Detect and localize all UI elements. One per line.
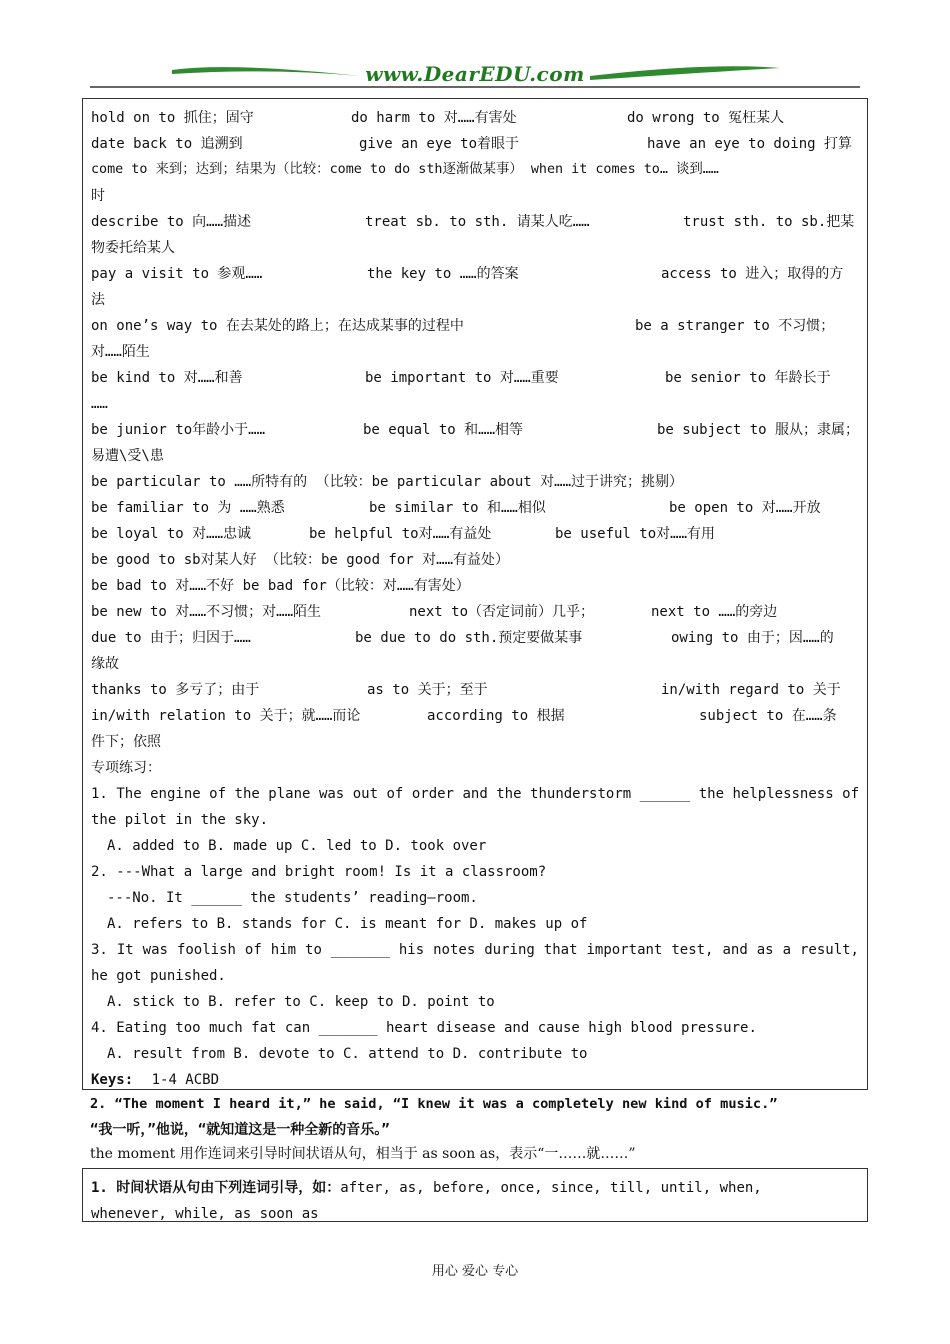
grammar-line-2: whenever, while, as soon as xyxy=(91,1206,319,1222)
phrase: describe to 向……描述 xyxy=(91,214,252,230)
phrase: give an eye to着眼于 xyxy=(359,136,520,152)
question-2-cont: ---No. It ______ the students’ reading—room. xyxy=(107,890,478,906)
vocab-row-cont: …… xyxy=(91,396,108,412)
vocab-row xyxy=(91,599,859,625)
page-footer: 用心 爱心 专心 xyxy=(431,1264,519,1279)
vocab-row xyxy=(91,625,859,651)
phrase: date back to 追溯到 xyxy=(91,136,243,152)
phrase: next to（否定词前）几乎； xyxy=(409,604,595,620)
phrase: treat sb. to sth. 请某人吃…… xyxy=(365,214,590,230)
phrase: be new to 对……不习惯；对……陌生 xyxy=(91,604,322,620)
example-sentence-zh: “我一听，”他说，“就知道这是一种全新的音乐。” xyxy=(90,1122,390,1138)
vocab-row-cont: 易遭\受\患 xyxy=(91,448,164,464)
phrase: be important to 对……重要 xyxy=(365,370,559,386)
phrase: next to ……的旁边 xyxy=(651,604,778,620)
phrase: as to 关于；至于 xyxy=(367,682,488,698)
phrase: be familiar to 为 ……熟悉 xyxy=(91,500,285,516)
keys-value: 1-4 ACBD xyxy=(151,1072,220,1088)
vocab-row-cont: 法 xyxy=(91,292,105,308)
vocab-row: be particular to ……所特有的 （比较：be particular about 对……过于讲究；挑剔） xyxy=(91,474,684,490)
phrase: on one’s way to 在去某处的路上；在达成某事的过程中 xyxy=(91,318,464,334)
vocab-row: come to 来到；达到；结果为（比较：come to do sth逐渐做某事） when it comes to… 谈到…… xyxy=(91,162,719,177)
vocab-row: be bad to 对……不好 be bad for（比较：对……有害处） xyxy=(91,578,470,594)
question-3: 3. It was foolish of him to _______ his notes during that important test, and as a result, xyxy=(91,942,859,958)
phrase: be a stranger to 不习惯； xyxy=(635,318,835,334)
phrase: have an eye to doing 打算 xyxy=(647,136,853,152)
vocab-row-cont: 物委托给某人 xyxy=(91,240,175,256)
grammar-conjunctions: after, as, before, once, since, till, until, when, xyxy=(340,1180,762,1196)
vocab-row-cont: 缘故 xyxy=(91,656,119,672)
keys-label: Keys: xyxy=(91,1072,134,1088)
question-4: 4. Eating too much fat can _______ heart disease and cause high blood pressure. xyxy=(91,1020,757,1036)
phrase: be loyal to 对……忠诚 xyxy=(91,526,252,542)
vocab-row: be good to sb对某人好 （比较：be good for 对……有益处） xyxy=(91,552,510,568)
vocab-row xyxy=(91,495,859,521)
vocab-row xyxy=(91,677,859,703)
phrase: do wrong to 冤枉某人 xyxy=(627,110,785,126)
question-3-options: A. stick to B. refer to C. keep to D. point to xyxy=(107,994,495,1010)
phrase: according to 根据 xyxy=(427,708,565,724)
phrase: be similar to 和……相似 xyxy=(369,500,546,516)
site-logo-text: www.DearEDU.com xyxy=(365,62,585,86)
phrase: be equal to 和……相等 xyxy=(363,422,524,438)
vocab-exercise-box xyxy=(82,98,868,1090)
question-1: 1. The engine of the plane was out of order and the thunderstorm ______ the helplessness of xyxy=(91,786,859,802)
phrase: in/with relation to 关于；就……而论 xyxy=(91,708,361,724)
grammar-box xyxy=(82,1168,868,1222)
grammar-line-1 xyxy=(91,1175,859,1201)
phrase: be subject to 服从；隶属； xyxy=(657,422,860,438)
phrase: in/with regard to 关于 xyxy=(661,682,841,698)
usage-note: the moment 用作连词来引导时间状语从句，相当于 as soon as，表示“一……就……” xyxy=(90,1146,636,1162)
question-1-cont: the pilot in the sky. xyxy=(91,812,269,828)
question-4-options: A. result from B. devote to C. attend to D. contribute to xyxy=(107,1046,588,1062)
question-3-cont: he got punished. xyxy=(91,968,226,984)
phrase: be junior to年龄小于…… xyxy=(91,422,266,438)
phrase: hold on to 抓住；固守 xyxy=(91,110,254,126)
question-1-options: A. added to B. made up C. led to D. took over xyxy=(107,838,487,854)
exercise-heading: 专项练习： xyxy=(91,760,161,776)
phrase: be open to 对……开放 xyxy=(669,500,821,516)
phrase: be helpful to对……有益处 xyxy=(309,526,492,542)
answer-keys xyxy=(91,1067,859,1093)
header-banner xyxy=(90,58,860,90)
vocab-row-cont: 对……陌生 xyxy=(91,344,150,360)
phrase: trust sth. to sb.把某 xyxy=(683,214,855,230)
phrase: thanks to 多亏了；由于 xyxy=(91,682,260,698)
vocab-row xyxy=(91,261,859,287)
phrase: be senior to 年龄长于 xyxy=(665,370,831,386)
vocab-row-cont: 时 xyxy=(91,188,105,204)
phrase: do harm to 对……有害处 xyxy=(351,110,517,126)
phrase: be kind to 对……和善 xyxy=(91,370,243,386)
question-2-options: A. refers to B. stands for C. is meant for D. makes up of xyxy=(107,916,588,932)
phrase: be due to do sth.预定要做某事 xyxy=(355,630,583,646)
vocab-row xyxy=(91,209,859,235)
vocab-row-cont: 件下；依照 xyxy=(91,734,161,750)
phrase: due to 由于；归因于…… xyxy=(91,630,251,646)
vocab-row xyxy=(91,703,859,729)
phrase: owing to 由于；因……的 xyxy=(671,630,834,646)
phrase: access to 进入；取得的方 xyxy=(661,266,844,282)
vocab-row xyxy=(91,105,859,131)
vocab-row xyxy=(91,131,859,157)
vocab-row xyxy=(91,365,859,391)
phrase: pay a visit to 参观…… xyxy=(91,266,263,282)
vocab-row xyxy=(91,313,859,339)
phrase: subject to 在……条 xyxy=(699,708,837,724)
grammar-label: 1. 时间状语从句由下列连词引导，如： xyxy=(91,1180,341,1196)
vocab-row xyxy=(91,417,859,443)
vocab-row xyxy=(91,521,859,547)
example-sentence-en: 2. “The moment I heard it,” he said, “I knew it was a completely new kind of music.” xyxy=(90,1096,778,1112)
phrase: the key to ……的答案 xyxy=(367,266,519,282)
question-2: 2. ---What a large and bright room! Is it a classroom? xyxy=(91,864,547,880)
phrase: be useful to对……有用 xyxy=(555,526,716,542)
